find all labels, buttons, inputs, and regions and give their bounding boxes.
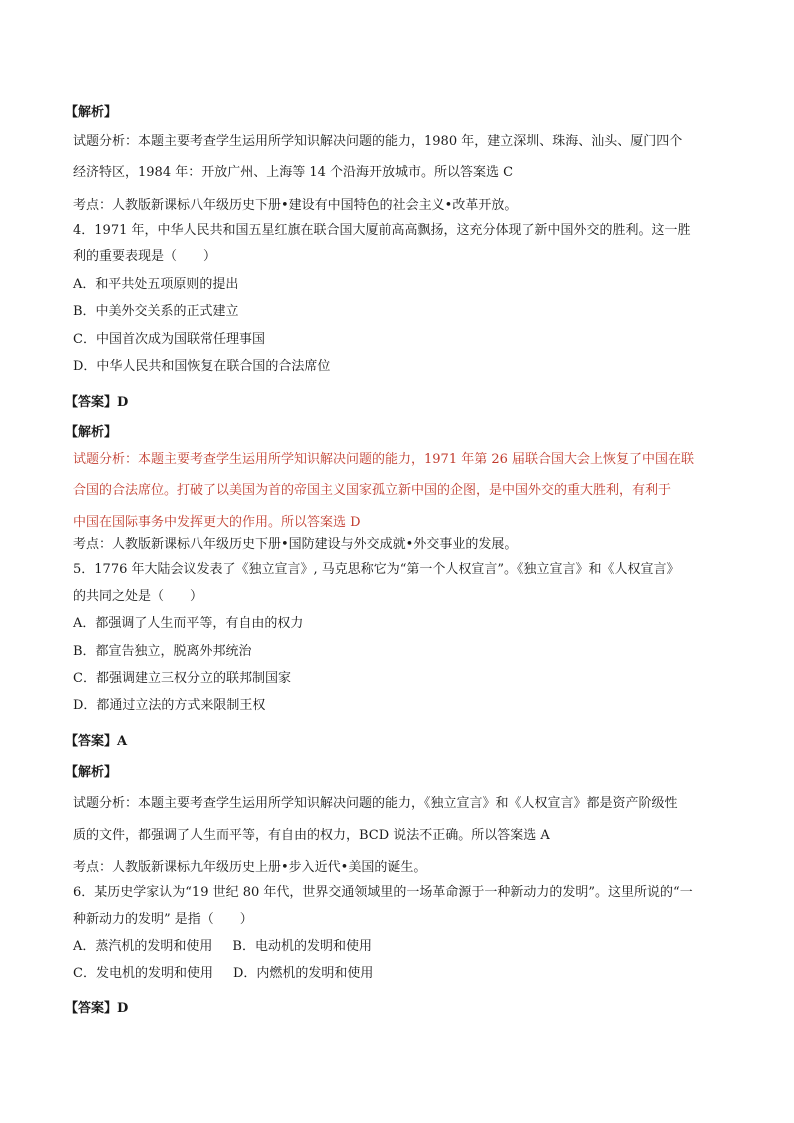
analysis-label: 【解析】 (65, 105, 118, 120)
option-d: D．中华人民共和国恢复在联合国的合法席位 (73, 359, 331, 374)
option-b: B．都宣告独立，脱离外邦统治 (73, 644, 252, 659)
analysis-line: 中国在国际事务中发挥更大的作用。所以答案选 D (73, 515, 361, 530)
question-stem: 5．1776 年大陆会议发表了《独立宣言》, 马克思称它为“第一个人权宣言”。《独立宣言》和《人权宣言》 (73, 562, 680, 577)
analysis-line: 试题分析：本题主要考查学生运用所学知识解决问题的能力，《独立宣言》和《人权宣言》都是资产阶级性 (73, 796, 678, 811)
question-stem: 种新动力的发明” 是指（ ） (73, 912, 253, 927)
question-stem: 4．1971 年，中华人民共和国五星红旗在联合国大厦前高高飘扬，这充分体现了新中国外交的胜利。这一胜 (73, 223, 691, 238)
option-a: A．和平共处五项原则的提出 (73, 277, 239, 292)
option-row (73, 938, 372, 956)
option-c: C．发电机的发明和使用 (73, 966, 213, 981)
option-b: B．电动机的发明和使用 (232, 939, 372, 954)
option-c: C．都强调建立三权分立的联邦制国家 (73, 671, 291, 686)
option-row (73, 965, 373, 983)
option-c: C．中国首次成为国联常任理事国 (73, 332, 265, 347)
option-b: B．中美外交关系的正式建立 (73, 304, 239, 319)
option-d: D．内燃机的发明和使用 (232, 966, 374, 981)
knowledge-point: 考点：人教版新课标九年级历史上册•步入近代•美国的诞生。 (73, 860, 427, 875)
question-stem: 6．某历史学家认为“19 世纪 80 年代，世界交通领域里的一场革命源于一种新动力的发明”。这里所说的“一 (73, 885, 693, 900)
question-stem: 的共同之处是（ ） (73, 589, 204, 604)
answer-label: 【答案】D (65, 395, 129, 410)
analysis-line: 试题分析：本题主要考查学生运用所学知识解决问题的能力，1971 年第 26 届联合国大会上恢复了中国在联 (73, 452, 695, 467)
knowledge-point: 考点：人教版新课标八年级历史下册•国防建设与外交成就•外交事业的发展。 (73, 537, 518, 552)
option-a: A．都强调了人生而平等，有自由的权力 (73, 616, 304, 631)
analysis-line: 质的文件，都强调了人生而平等，有自由的权力，BCD 说法不正确。所以答案选 A (73, 828, 550, 843)
option-a: A．蒸汽机的发明和使用 (73, 939, 213, 954)
answer-label: 【答案】D (65, 1001, 129, 1016)
option-d: D．都通过立法的方式来限制王权 (73, 698, 266, 713)
analysis-label: 【解析】 (65, 425, 118, 440)
analysis-line: 经济特区，1984 年：开放广州、上海等 14 个沿海开放城市。所以答案选 C (73, 165, 514, 180)
analysis-label: 【解析】 (65, 765, 118, 780)
analysis-line: 合国的合法席位。打破了以美国为首的帝国主义国家孤立新中国的企图，是中国外交的重大胜利，有利于 (73, 483, 672, 498)
knowledge-point: 考点：人教版新课标八年级历史下册•建设有中国特色的社会主义•改革开放。 (73, 198, 518, 213)
answer-label: 【答案】A (65, 734, 128, 749)
question-stem: 利的重要表现是（ ） (73, 249, 217, 264)
analysis-line: 试题分析：本题主要考查学生运用所学知识解决问题的能力，1980 年，建立深圳、珠海、汕头、厦门四个 (73, 134, 683, 149)
